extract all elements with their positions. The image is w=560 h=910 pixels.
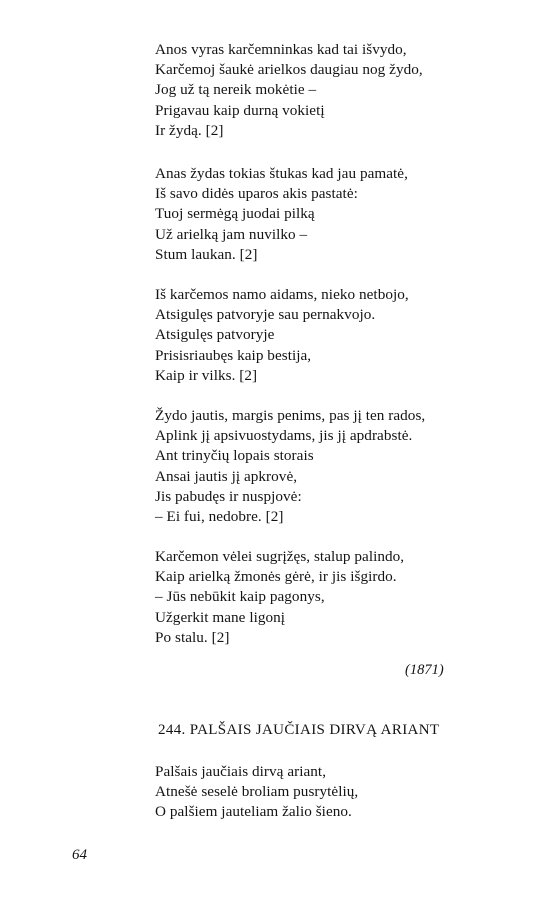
verse-line: Jis pabudęs ir nuspjovė: bbox=[155, 487, 302, 505]
stanza-5 bbox=[155, 547, 404, 648]
verse-line: Aplink jį apsivuostydams, jis jį apdrabstė. bbox=[155, 427, 413, 445]
stanza-3 bbox=[155, 285, 409, 386]
verse-line: Prisisriaubęs kaip bestija, bbox=[155, 346, 312, 364]
verse-line: Ir žydą. [2] bbox=[155, 121, 224, 139]
verse-line: Žydo jautis, margis penims, pas jį ten rados, bbox=[155, 407, 426, 424]
verse-line: Atnešė seselė broliam pusrytėlių, bbox=[155, 783, 359, 801]
verse-line: Kaip arielką žmonės gėrė, ir jis išgirdo. bbox=[155, 568, 397, 586]
verse-line: Po stalu. [2] bbox=[155, 628, 230, 646]
verse-line: Ant trinyčių lopais storais bbox=[155, 447, 314, 465]
verse-line: Atsigulęs patvoryje sau pernakvojo. bbox=[155, 306, 376, 324]
verse-line: Prigavau kaip durną vokietį bbox=[155, 101, 325, 119]
verse-line: Palšais jaučiais dirvą ariant, bbox=[155, 763, 327, 780]
stanza-2 bbox=[155, 164, 408, 265]
verse-line: Karčemoj šaukė arielkos daugiau nog žydo, bbox=[155, 61, 423, 79]
verse-line: Užgerkit mane ligonį bbox=[155, 608, 286, 626]
stanza-4 bbox=[155, 406, 425, 527]
verse-line: Ansai jautis jį apkrovė, bbox=[155, 467, 298, 485]
verse-line: Už arielką jam nuvilko – bbox=[155, 225, 308, 243]
verse-line: O palšiem jauteliam žalio šieno. bbox=[155, 803, 352, 821]
song-heading: 244. PALŠAIS JAUČIAIS DIRVĄ ARIANT bbox=[158, 722, 440, 738]
song-date: (1871) bbox=[405, 662, 444, 678]
verse-line: – Ei fui, nedobre. [2] bbox=[155, 508, 284, 526]
page-number: 64 bbox=[72, 847, 87, 863]
verse-line: Stum laukan. [2] bbox=[155, 245, 258, 263]
next-song-stanza bbox=[155, 762, 358, 823]
verse-line: Jog už tą nereik mokėtie – bbox=[155, 81, 317, 99]
verse-line: Iš karčemos namo aidams, nieko netbojo, bbox=[155, 286, 409, 303]
verse-line: Anos vyras karčemninkas kad tai išvydo, bbox=[155, 41, 407, 58]
verse-line: – Jūs nebūkit kaip pagonys, bbox=[155, 588, 325, 606]
verse-line: Karčemon vėlei sugrįžęs, stalup palindo, bbox=[155, 548, 405, 565]
stanza-1 bbox=[155, 40, 423, 141]
verse-line: Kaip ir vilks. [2] bbox=[155, 366, 258, 384]
verse-line: Tuoj sermėgą juodai pilką bbox=[155, 205, 315, 223]
verse-line: Iš savo didės uparos akis pastatė: bbox=[155, 185, 358, 203]
verse-line: Anas žydas tokias štukas kad jau pamatė, bbox=[155, 165, 408, 182]
verse-line: Atsigulęs patvoryje bbox=[155, 326, 275, 344]
